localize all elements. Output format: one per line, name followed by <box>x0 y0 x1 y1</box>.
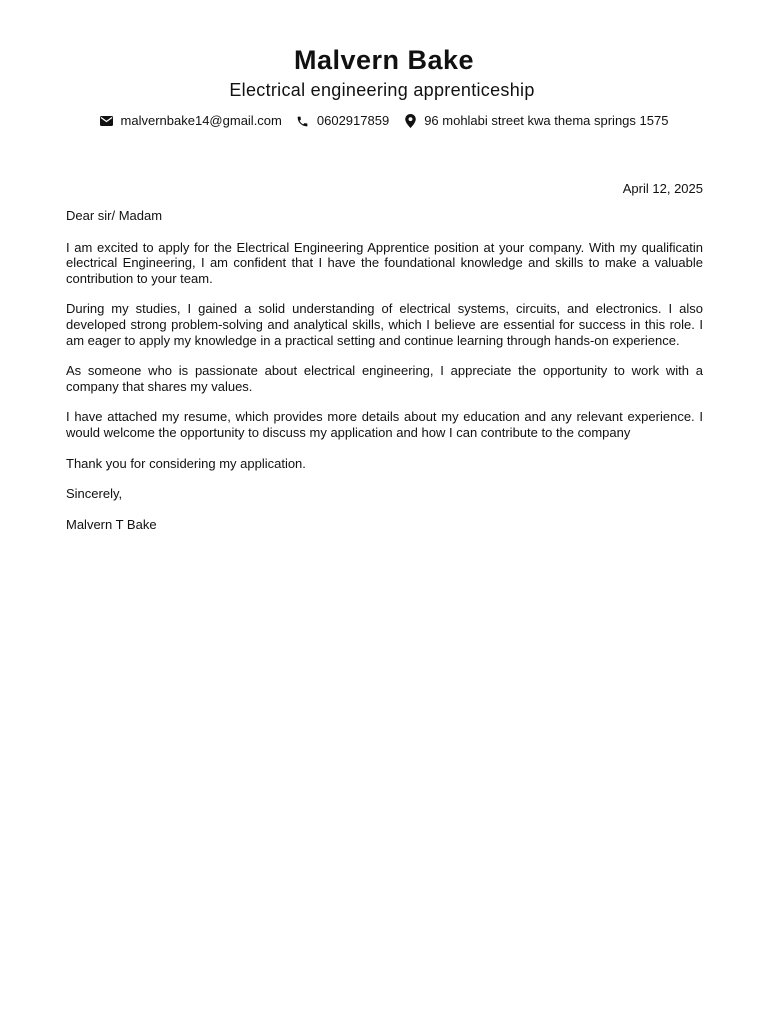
salutation: Dear sir/ Madam <box>66 208 163 223</box>
paragraph-passion: As someone who is passionate about electrical engineering, I appreciate the opportunity to work with a company that shares my values. <box>66 363 703 394</box>
position-title: Electrical engineering apprenticeship <box>229 80 535 100</box>
map-pin-icon <box>403 114 417 128</box>
paragraph-studies: During my studies, I gained a solid understanding of electrical systems, circuits, and electronics. I also developed strong problem-solving and analytical skills, which I believe are essential for success in this role. I am eager to apply my knowledge in a practical setting and continue learning through hands-on experience. <box>66 301 703 348</box>
envelope-icon <box>100 114 114 128</box>
contact-bar <box>0 112 768 130</box>
phone-icon <box>296 114 310 128</box>
contact-address <box>403 112 668 130</box>
address-text: 96 mohlabi street kwa thema springs 1575 <box>424 113 669 128</box>
paragraph-resume: I have attached my resume, which provides more details about my education and any relevant experience. I would welcome the opportunity to discuss my application and how I can contribute to the company <box>66 409 703 440</box>
closing: Sincerely, <box>66 486 123 502</box>
contact-phone <box>296 112 389 130</box>
paragraph-intro: I am excited to apply for the Electrical Engineering Apprentice position at your company. With my qualificatin electrical Engineering, I am confident that I have the foundational knowledge and skills to make a valuable contribution to your team. <box>66 239 703 286</box>
letter-date: April 12, 2025 <box>622 181 703 196</box>
letter-body <box>66 208 703 547</box>
contact-email <box>100 112 282 130</box>
email-text: malvernbake14@gmail.com <box>120 113 282 128</box>
signature: Malvern T Bake <box>66 516 157 532</box>
phone-text: 0602917859 <box>316 113 390 128</box>
paragraph-thanks: Thank you for considering my application. <box>66 455 306 471</box>
applicant-name: Malvern Bake <box>293 45 475 75</box>
